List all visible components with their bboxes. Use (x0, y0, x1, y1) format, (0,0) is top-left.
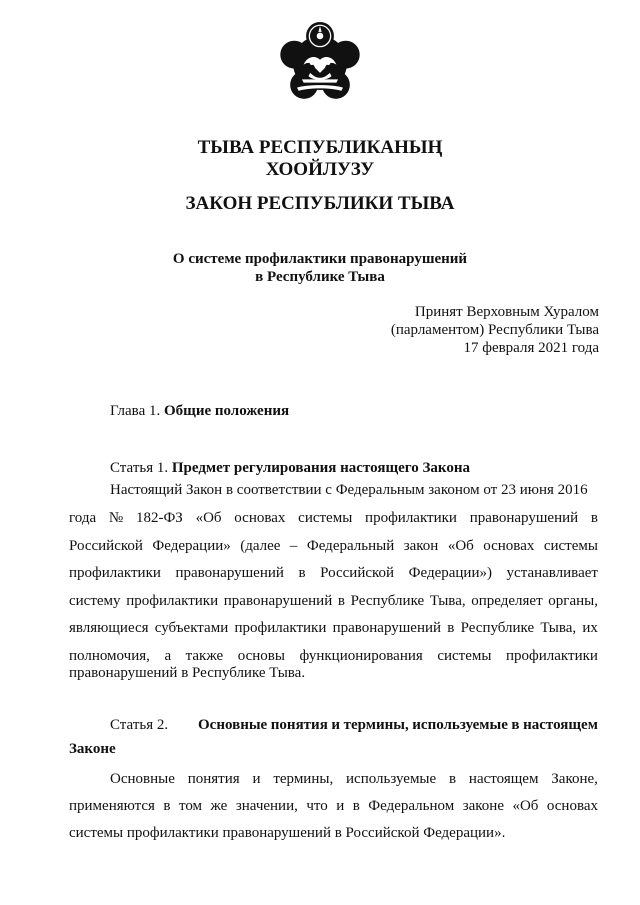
word: – (289, 538, 298, 554)
article-2-title (198, 716, 598, 735)
word: системы (298, 510, 353, 526)
article-1-text-line (69, 564, 598, 583)
word: и (252, 771, 261, 787)
word: системы (437, 648, 492, 664)
word: Российской (69, 538, 143, 554)
article-2-prefix: Статья 2. (110, 717, 169, 733)
chapter-prefix: Глава 1. (110, 403, 161, 419)
word: Тыва, (540, 620, 577, 636)
word: Федеральном (368, 798, 455, 814)
word: основы (237, 648, 285, 664)
word: термины, (273, 771, 334, 787)
word: правонарушений (332, 620, 442, 636)
word: года (69, 510, 97, 526)
word: и (336, 798, 345, 814)
word: в (352, 798, 360, 814)
word: основах (483, 538, 535, 554)
word: № (108, 510, 124, 526)
word: настоящем (468, 771, 539, 787)
word: систему (69, 593, 121, 609)
word: также (185, 648, 224, 664)
issuer-name-tuvan: ТЫВА РЕСПУБЛИКАНЫҢ (197, 137, 443, 158)
word: «Об (512, 798, 539, 814)
word: Законе, (551, 771, 598, 787)
chapter-title: Общие положения (163, 403, 290, 419)
word: основах (234, 510, 286, 526)
word: Основные (110, 771, 175, 787)
word: их (582, 620, 598, 636)
word: а (164, 648, 172, 664)
word: профилактики (234, 620, 327, 636)
word: устанавливает (506, 565, 598, 581)
word: «Об (195, 510, 222, 526)
article-2-text-line (69, 797, 598, 816)
article-1-title: Предмет регулирования настоящего Закона (171, 460, 470, 476)
word: настоящем (523, 717, 598, 733)
word: что (306, 798, 328, 814)
word: понятия (270, 717, 328, 733)
article-1-text-line (69, 537, 598, 556)
word: профилактики (365, 510, 457, 526)
word: применяются (69, 798, 155, 814)
article-1-text-line: Настоящий Закон в соответствии с Федеральным законом от 23 июня 2016 (110, 482, 588, 498)
adoption-date: 17 февраля 2021 года (463, 340, 599, 356)
word: и (331, 717, 341, 733)
word: в (590, 510, 598, 526)
word: субъектами (154, 620, 229, 636)
adoption-note: Принят Верховным Хуралом (414, 304, 599, 320)
word: в (447, 620, 455, 636)
word: законе (462, 798, 504, 814)
word: в (298, 565, 306, 581)
chapter-heading (110, 402, 289, 421)
word: том (178, 798, 203, 814)
word: закон (403, 538, 439, 554)
word: системы (543, 538, 598, 554)
word: профилактики (126, 593, 219, 609)
word: правонарушений (223, 593, 333, 609)
word: Республике (350, 593, 425, 609)
law-subject: О системе профилактики правонарушений (172, 251, 468, 267)
article-2-title-line2: Законе (69, 741, 116, 757)
word: в (163, 798, 171, 814)
word: Федеральный (306, 538, 395, 554)
word: органы, (548, 593, 598, 609)
article-1-text-line (69, 509, 598, 528)
word: функционирования (299, 648, 423, 664)
word: Республике (460, 620, 535, 636)
word: (далее (240, 538, 281, 554)
word: профилактики (506, 648, 598, 664)
word: являющиеся (69, 620, 149, 636)
law-subject-line2: в Республике Тыва (255, 269, 385, 285)
word: Тыва, (429, 593, 466, 609)
word: Российской (320, 565, 395, 581)
word: понятия (187, 771, 240, 787)
issuer-name-tuvan-line2: ХООЙЛУЗУ (265, 159, 375, 180)
article-1-text-line (69, 619, 598, 638)
word: Федерации» (152, 538, 231, 554)
word: в (511, 717, 520, 733)
word: термины, (343, 717, 409, 733)
article-2-text-line (69, 770, 598, 789)
word: в (337, 593, 345, 609)
word: же (210, 798, 228, 814)
word: Основные (198, 717, 268, 733)
word: полномочия, (69, 648, 150, 664)
word: правонарушений (175, 565, 284, 581)
word: правонарушений (469, 510, 579, 526)
word: используемые (346, 771, 437, 787)
word: Федерации») (408, 565, 492, 581)
law-title: ЗАКОН РЕСПУБЛИКИ ТЫВА (185, 193, 455, 214)
word: значении, (235, 798, 298, 814)
article-1-heading (110, 459, 470, 478)
adoption-note-line2: (парламентом) Республики Тыва (390, 322, 599, 338)
word: используемые (412, 717, 508, 733)
article-1-prefix: Статья 1. (110, 460, 169, 476)
word: в (449, 771, 457, 787)
article-2-heading (110, 716, 598, 735)
word: определяет (471, 593, 543, 609)
article-2-text-line: системы профилактики правонарушений в Российской Федерации». (69, 825, 506, 841)
word: профилактики (69, 565, 161, 581)
article-2-heading-line2 (69, 740, 116, 759)
article-1-text-line (69, 592, 598, 611)
word: 182-ФЗ (135, 510, 183, 526)
article-1-text-line: правонарушений в Республике Тыва. (69, 665, 306, 681)
word: «Об (447, 538, 474, 554)
tuva-coat-of-arms-emblem-icon (279, 22, 361, 104)
word: основах (546, 798, 598, 814)
